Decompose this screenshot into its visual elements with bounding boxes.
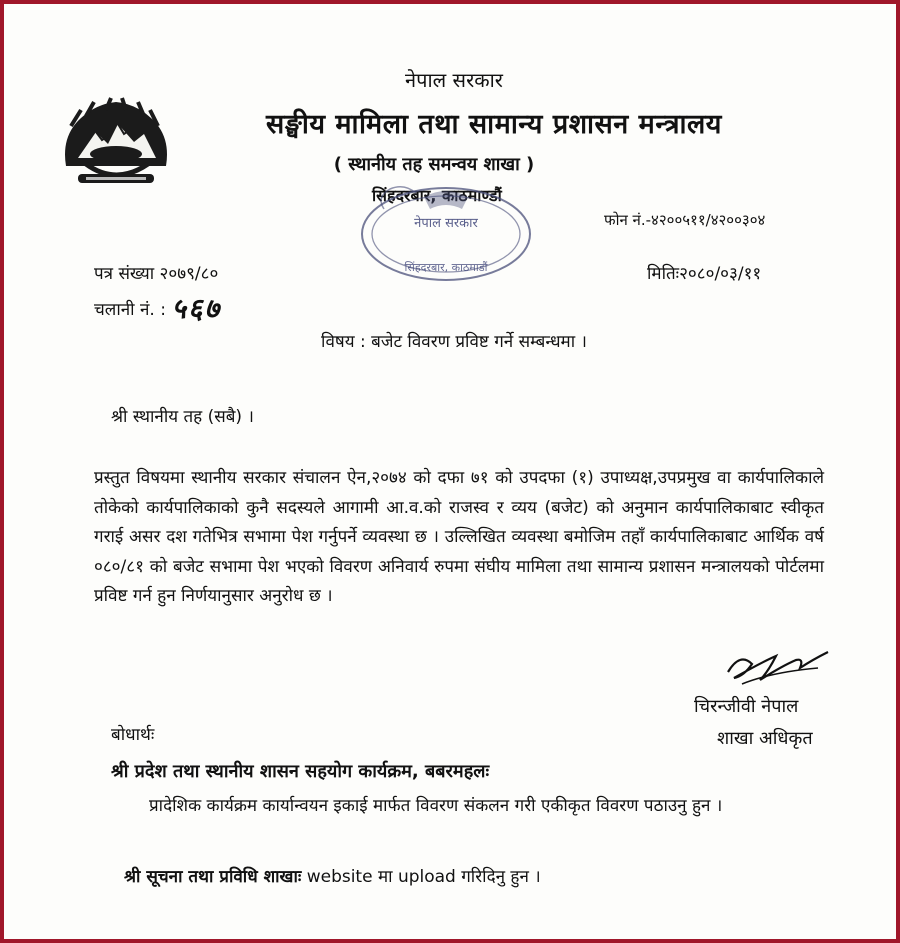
branch-name: ( स्थानीय तह समन्वय शाखा ) — [333, 154, 535, 175]
signatory-name: चिरन्जीवी नेपाल — [694, 696, 799, 717]
letter-date: मितिः२०८०/०३/११ — [647, 264, 762, 284]
copy-recipient-1-note: प्रादेशिक कार्यक्रम कार्यान्वयन इकाई मार्फत विवरण संकलन गरी एकीकृत विवरण पठाउनु हुन । — [149, 796, 723, 816]
government-name: नेपाल सरकार — [405, 68, 503, 92]
dispatch-number — [94, 289, 221, 327]
copy-recipient-2-title: श्री सूचना तथा प्रविधि शाखाः — [124, 867, 302, 887]
copy-to-label: बोधार्थः — [111, 725, 155, 745]
office-address: सिंहदरबार, काठमाण्डौं — [372, 186, 502, 205]
copy-recipient-2 — [124, 864, 541, 887]
letter-subject: विषय : बजेट विवरण प्रविष्ट गर्ने सम्बन्धमा । — [321, 332, 587, 352]
signatory-title: शाखा अधिकृत — [717, 728, 813, 749]
stamp-line-2: सिंहदरबार, काठमाडौं — [404, 261, 488, 274]
stamp-line-1: नेपाल सरकार — [414, 216, 478, 231]
phone-number: फोन नं.-४२००५११/४२००३०४ — [604, 211, 766, 229]
copy-recipient-2-note: website मा upload गरिदिनु हुन । — [306, 867, 541, 887]
letter-recipient: श्री स्थानीय तह (सबै) । — [111, 407, 254, 427]
ministry-name: सङ्घीय मामिला तथा सामान्य प्रशासन मन्त्रालय — [266, 109, 722, 140]
letter-number: पत्र संख्या २०७९/८० — [94, 264, 219, 284]
official-seal-stamp — [356, 179, 536, 289]
dispatch-number-handwritten: ५६७ — [171, 292, 222, 325]
dispatch-label: चलानी नं. : — [94, 300, 166, 320]
handwritten-signature — [722, 642, 832, 692]
letter-body: प्रस्तुत विषयमा स्थानीय सरकार संचालन ऐन,२०७४ को दफा ७१ को उपदफा (१) उपाध्यक्ष,उपप्रमुख वा कार्यपालिकाले तोकेको कार्यपालिकाको कुनै सदस्यले आगामी आ.व.को राजस्व र व्यय (बजेट) को अनुमान कार्यपालिकाबाट स्वीकृत गराई असर दश गतेभित्र सभामा पेश गर्नुपर्ने व्यवस्था छ । उल्लिखित व्यवस्था बमोजिम तहाँ कार्यपालिकाबाट आर्थिक वर्ष ०८०/८१ को बजेट सभामा पेश भएको विवरण अनिवार्य रुपमा संघीय मामिला तथा सामान्य प्रशासन मन्त्रालयको पोर्टलमा प्रविष्ट गर्न हुन निर्णयानुसार अनुरोध छ । — [94, 468, 824, 606]
copy-recipient-1: श्री प्रदेश तथा स्थानीय शासन सहयोग कार्यक्रम, बबरमहलः — [111, 761, 490, 782]
